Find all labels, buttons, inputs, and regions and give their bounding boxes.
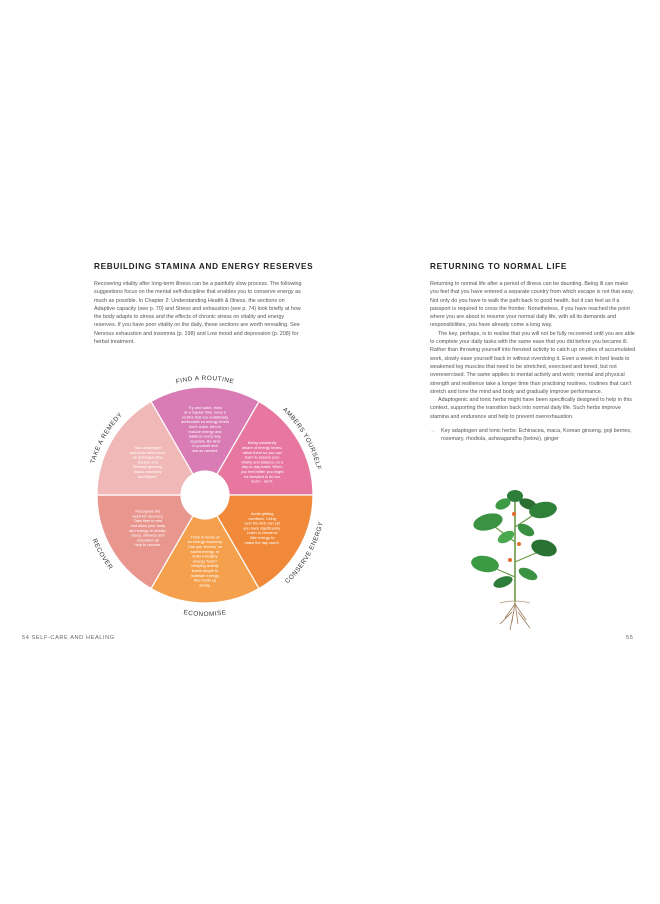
wheel-segment-text: Take adaptogen and tonic herbs such as ashwagandha, Korean and Siberian ginseng, maca, rosemary and thyme. — [129, 445, 166, 479]
right-body-text — [430, 280, 636, 444]
wheel-label: CONSERVE ENERGY — [283, 520, 325, 586]
wheel-segment-text: Think in terms of an energy economy. Can you 'borrow' on saved energy, or build a healthy energy 'fund'? Keeping activity levels simple to maintain energy, then build up slowly. — [187, 534, 223, 588]
wheel-segment-text: Avoid getting overtired. Living over the limit can set you back significantly. Learn to conserve little energy to make the day count. — [243, 511, 281, 545]
wheel-label: FIND A ROUTINE — [175, 374, 235, 386]
wheel-segment-text: Try and wake, think at a regular time, keep a routine that are realistically achievable so energy levels don't crash. Aim to include energy and balance every day, regularly. Be kind to yourself and rest as needed. — [181, 404, 229, 453]
left-page-footer: 54 SELF-CARE AND HEALING — [22, 635, 115, 641]
wheel-segment-text: Being constantly aware of energy levels, ration them so you can learn to assess your vitality and balance on a day-to-day basis. When you feel better you might be tempted to do too much - don't. — [240, 440, 284, 484]
right-section-heading: RETURNING TO NORMAL LIFE — [430, 262, 568, 271]
wheel-label: ECONOMISE — [182, 609, 228, 619]
left-body-text: Recovering vitality after long-term illness can be a painfully slow process. The following suggestions focus on the mental self-discipline that enables you to conserve energy as much as possible. In Chapter 2: Understanding Health & Illness, the sections on Adaptive capacity (see p. 70) and Stress and exhaustion (see p. 74) look briefly at how the body adapts to stress and the effects of chronic stress on vitality and energy reserves. If you have poor vitality on the daily, these sections are worth rereading. See Nervous exhaustion and insomnia (p. 198) and Low mood and depression (p. 208) for herbal treatment. — [94, 281, 302, 346]
herb-list-bullet — [430, 427, 636, 444]
wheel-segment-text: Recognise the need for recovery. Take time to rest and allow your body and energy to rebuild. Sleep, stillness and relaxation all help to recover. — [129, 508, 167, 548]
wheel-label: TAKE A REMEDY — [89, 411, 125, 465]
left-section-heading: REBUILDING STAMINA AND ENERGY RESERVES — [94, 262, 314, 271]
right-paragraph-3: Adaptogenic and tonic herbs might have been specifically designed to help in this context, supporting the transition back into normal daily life. Such herbs improve stamina and endurance and help to prevent overexhaustion. — [430, 397, 632, 420]
wheel-label: AMBERS YOURSELF — [281, 406, 323, 471]
wheel-label: RECOVER — [90, 537, 115, 572]
arrow-bullet-icon: → — [430, 428, 436, 435]
right-page-footer: 55 — [626, 635, 634, 641]
right-paragraph-1: Returning to normal life after a period of illness can be daunting. Being ill can make you feel that you have entered a separate country from which escape is not that easy. Not only do you have to walk the path back to good health, but it can feel as if a passport is required to cross the frontier. Nonetheless, if you have reached the point where you are about to resume your normal daily life, with all its demands and responsibilities, you have already come a long way. — [430, 281, 634, 329]
energy-wheel-diagram — [55, 365, 355, 625]
right-paragraph-2: The key, perhaps, is to realise that you will not be fully recovered until you are able to complete your daily tasks with the same ease that you did before you became ill. Rather than throwing yourself into frenzied activity to catch up on piles of accumulated work, slowly ease yourself back in without overdoing it. Even a week in bed leads to weakened leg muscles that need to be stretched, exercised and toned, but not overexercised. The same applies to mental activity and work; mental and physical strength and resilience take a longer time than practising routines, routines that can't stretch and tone the mind and body and gradually improve performance. — [430, 330, 636, 395]
herb-list-text: Key adaptogen and tonic herbs: Echinacea, maca, Korean ginseng, goji berries, rosemary, rhodiola, ashwagandha (below), ginger — [441, 428, 632, 443]
ashwagandha-plant-illustration — [470, 482, 560, 632]
